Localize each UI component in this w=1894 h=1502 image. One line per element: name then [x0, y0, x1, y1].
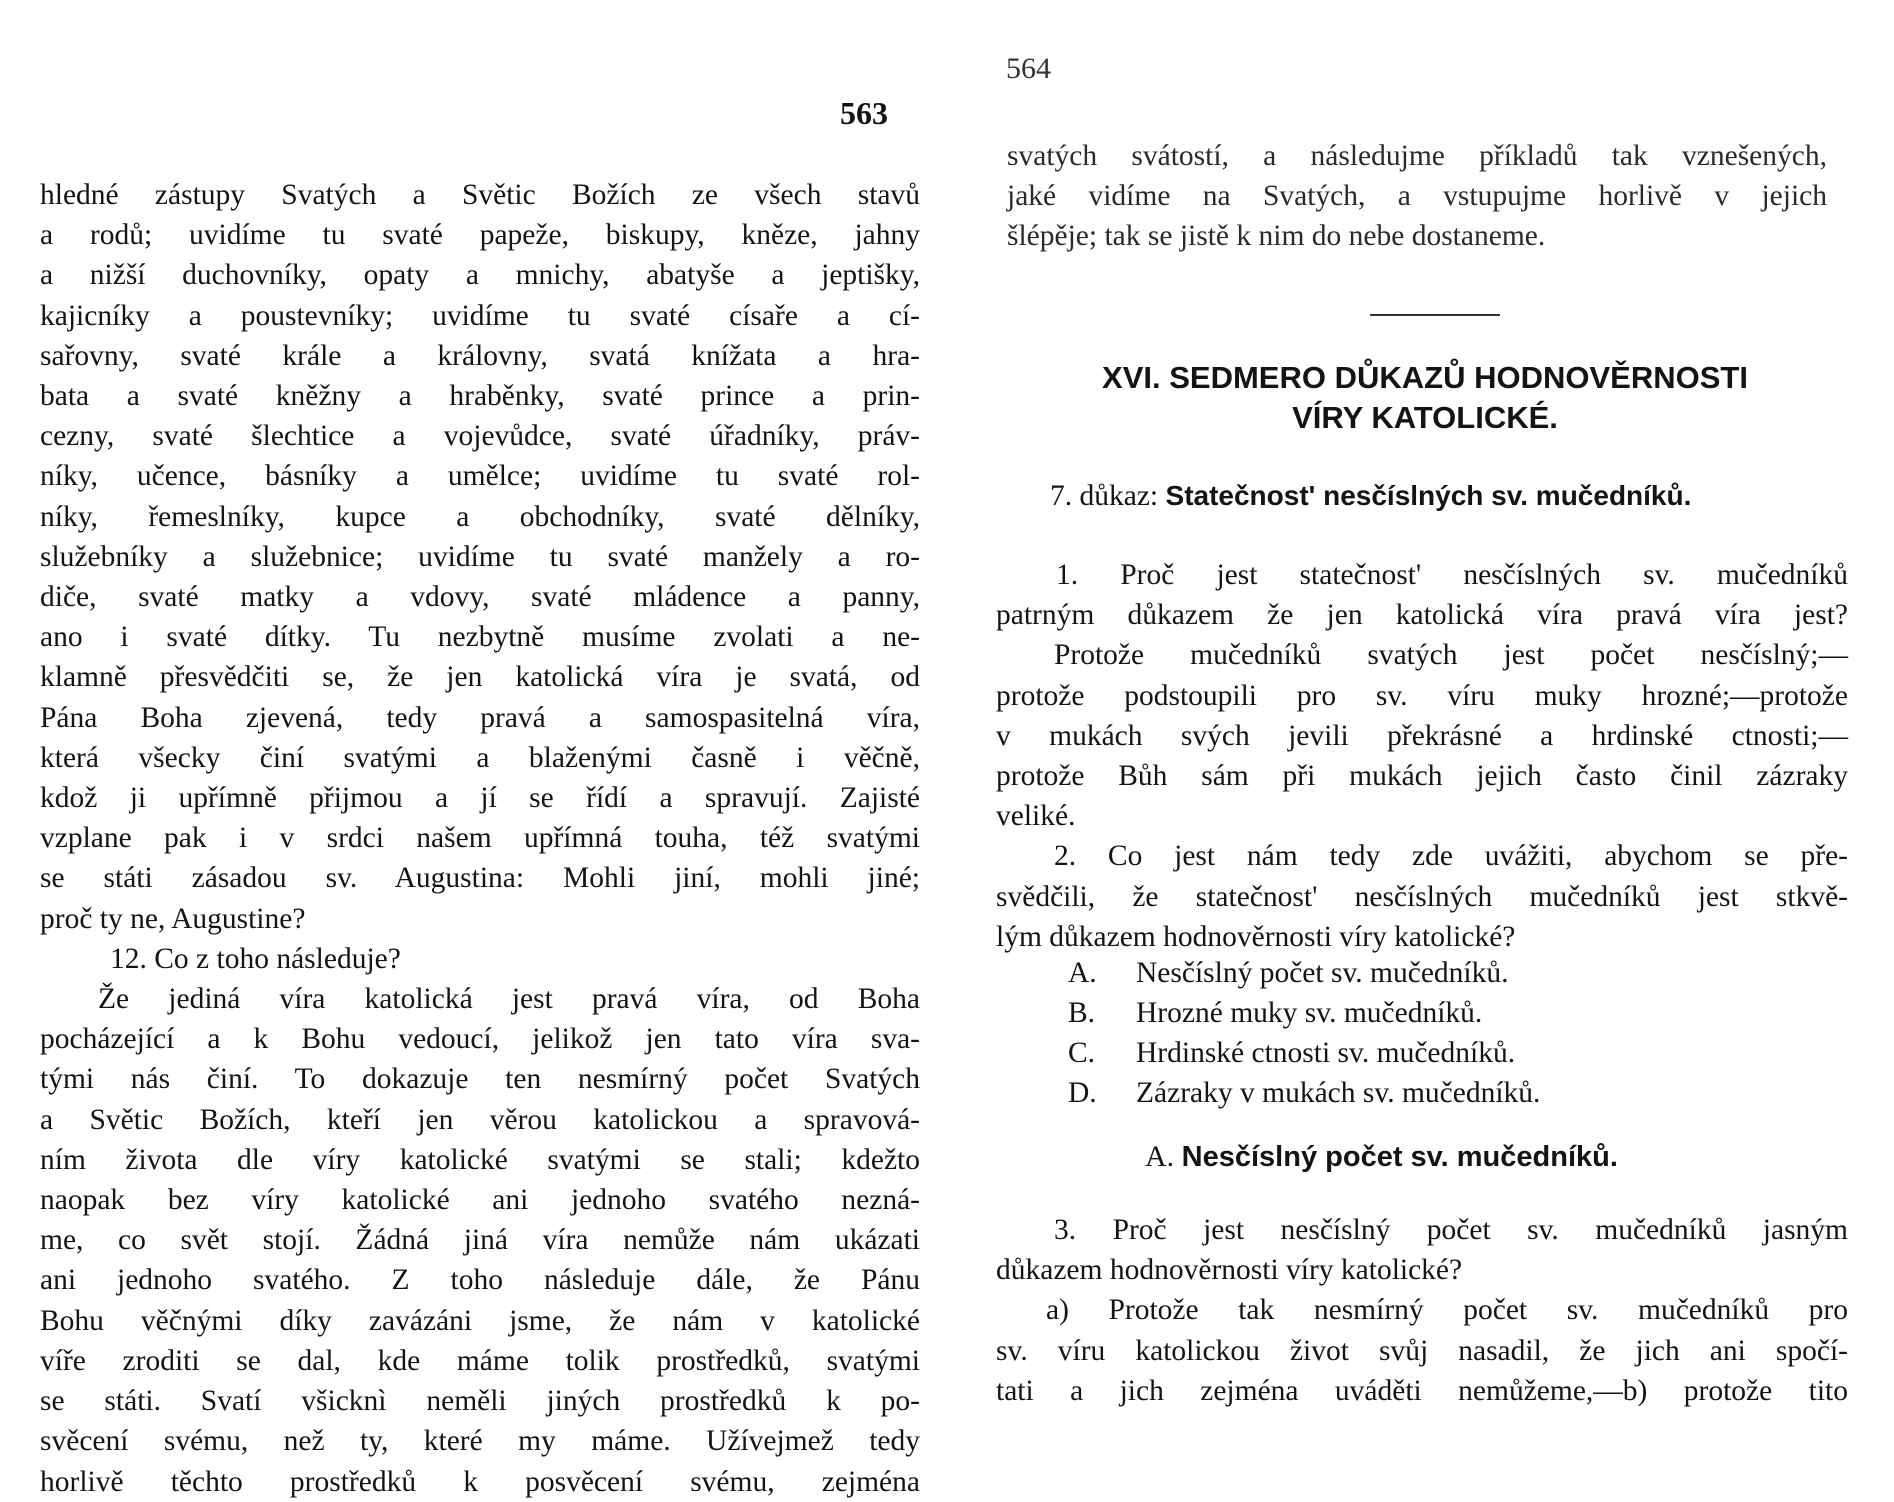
answer-line: Bohu věčnými díky zavázáni jsme, že nám v katolické [40, 1304, 920, 1337]
proof-title: Statečnost' nesčíslných sv. mučedníků. [1165, 480, 1692, 511]
option-text: Hrdinské ctnosti sv. mučedníků. [1136, 1037, 1516, 1069]
chapter-title-line: XVI. SEDMERO DŮKAZŮ HODNOVĚRNOSTI [1102, 360, 1748, 395]
option-letter: B. [1068, 997, 1096, 1029]
answer-line: ním života dle víry katolické svatými se stali; kdežto [40, 1143, 920, 1176]
text-line: vzplane pak i v srdci našem upřímná touha, též svatými [40, 822, 920, 855]
text-line: se státi zásadou sv. Augustina: Mohli jiní, mohli jiné; [40, 862, 920, 895]
text-line: cezny, svaté šlechtice a vojevůdce, svaté úřadníky, práv- [40, 420, 920, 453]
answer-line: se státi. Svatí všicknì neměli jiných prostředků k po- [40, 1385, 920, 1418]
answer-line: a) Protože tak nesmírný počet sv. mučedníků pro [1046, 1294, 1848, 1327]
text-line: svatých svátostí, a následujme příkladů tak vznešených, [1007, 140, 1827, 172]
answer-line: tými nás činí. To dokazuje ten nesmírný počet Svatých [40, 1063, 920, 1096]
question-2: 2. Co jest nám tedy zde uvážiti, abychom se pře- [1054, 840, 1848, 873]
text-line: níky, řemeslníky, kupce a obchodníky, svaté dělníky, [40, 500, 920, 533]
section-heading [1145, 1140, 1618, 1174]
option-item [1068, 997, 1482, 1030]
question-3-paragraph [996, 1210, 1848, 1411]
answer-line: naopak bez víry katolické ani jednoho svatého nezná- [40, 1184, 920, 1217]
text-line: proč ty ne, Augustine? [40, 902, 306, 935]
option-letter: D. [1068, 1077, 1097, 1109]
text-line: důkazem hodnověrnosti víry katolické? [996, 1254, 1463, 1287]
chapter-heading [1000, 358, 1850, 438]
answer-line: tati a jich zejména uváděti nemůžeme,—b) protože tito [996, 1374, 1848, 1407]
text-line: kajicníky a poustevníky; uvidíme tu svaté císaře a cí- [40, 299, 920, 332]
proof-heading [1050, 480, 1691, 513]
section-title: Nesčíslný počet sv. mučedníků. [1181, 1141, 1618, 1173]
option-item [1068, 1077, 1540, 1110]
option-letter: A. [1068, 957, 1097, 989]
question-12: 12. Co z toho následuje? [110, 942, 401, 975]
text-line: která všecky činí svatými a blaženými časně i věčně, [40, 741, 920, 774]
text-line: kdož ji upřímně přijmou a jí se řídí a spravují. Zajisté [40, 782, 920, 815]
answer-line: horlivě těchto prostředků k posvěcení svému, zejména [40, 1465, 920, 1498]
answer-line: veliké. [996, 800, 1076, 833]
text-line: klamně přesvědčiti se, že jen katolická víra je svatá, od [40, 661, 920, 694]
answer-line: Že jediná víra katolická jest pravá víra, od Boha [98, 983, 920, 1016]
question-1: 1. Proč jest statečnost' nesčíslných sv. mučedníků [1056, 559, 1848, 591]
option-item [1068, 957, 1509, 990]
text-line: ano i svaté dítky. Tu nezbytně musíme zvolati a ne- [40, 621, 920, 654]
answer-line: protože Bůh sám při mukách jejich často činil zázraky [996, 760, 1848, 793]
page-number: 564 [1006, 52, 1051, 85]
answer-line: svěcení svému, než ty, které my máme. Užívejmež tedy [40, 1425, 920, 1458]
answer-line: sv. víru katolickou život svůj nasadil, že jich ani spočí- [996, 1334, 1848, 1367]
section-divider [1370, 314, 1500, 316]
left-page [0, 0, 940, 1500]
option-text: Hrozné muky sv. mučedníků. [1136, 997, 1483, 1029]
answer-line: víře zroditi se dal, kde máme tolik prostředků, svatými [40, 1344, 920, 1377]
page-number: 563 [840, 95, 888, 131]
option-item [1068, 1037, 1515, 1070]
text-line: jaké vidíme na Svatých, a vstupujme horlivě v jejich [1007, 180, 1827, 213]
option-letter: C. [1068, 1037, 1096, 1069]
text-line: bata a svaté kněžny a hraběnky, svaté prince a prin- [40, 380, 920, 413]
answer-line: ani jednoho svatého. Z toho následuje dále, že Pánu [40, 1264, 920, 1297]
text-line: hledné zástupy Svatých a Světic Božích ze všech stavů [40, 179, 920, 211]
text-line: služebníky a služebnice; uvidíme tu svaté manžely a ro- [40, 540, 920, 573]
questions-1-2 [996, 555, 1848, 957]
text-line: sařovny, svaté krále a královny, svatá knížata a hra- [40, 339, 920, 372]
section-letter: A. [1145, 1140, 1175, 1173]
option-text: Zázraky v mukách sv. mučedníků. [1136, 1077, 1541, 1109]
answer-line: Protože mučedníků svatých jest počet nesčíslný;— [1054, 639, 1848, 672]
right-page [940, 0, 1894, 1500]
answer-line: me, co svět stojí. Žádná jiná víra nemůže nám ukázati [40, 1224, 920, 1257]
text-line: šlépěje; tak se jistě k nim do nebe dostaneme. [1007, 220, 1546, 253]
text-line: a nižší duchovníky, opaty a mnichy, abatyše a jeptišky, [40, 259, 920, 292]
text-line: svědčili, že statečnost' nesčíslných mučedníků jest stkvě- [996, 880, 1848, 913]
answer-line: protože podstoupili pro sv. víru muky hrozné;—protože [996, 679, 1848, 712]
text-line: lým důkazem hodnověrnosti víry katolické? [996, 920, 1516, 953]
question-3: 3. Proč jest nesčíslný počet sv. mučedníků jasným [1054, 1214, 1848, 1246]
text-line: a rodů; uvidíme tu svaté papeže, biskupy, kněze, jahny [40, 219, 920, 252]
proof-number: 7. důkaz: [1050, 480, 1159, 512]
text-line: Pána Boha zjevená, tedy pravá a samospasitelná víra, [40, 701, 920, 734]
chapter-title-line: VÍRY KATOLICKÉ. [1292, 400, 1558, 435]
text-line: patrným důkazem že jen katolická víra pravá víra jest? [996, 599, 1848, 632]
text-line: diče, svaté matky a vdovy, svaté mládence a panny, [40, 581, 920, 614]
answer-line: a Světic Božích, kteří jen věrou katolickou a spravová- [40, 1103, 920, 1136]
answer-line: v mukách svých jevili překrásné a hrdinské ctnosti;— [996, 719, 1848, 752]
answer-line: pocházející a k Bohu vedoucí, jelikož jen tato víra sva- [40, 1023, 920, 1056]
option-text: Nesčíslný počet sv. mučedníků. [1136, 957, 1509, 989]
left-body-text [40, 175, 920, 1502]
text-line: níky, učence, básníky a umělce; uvidíme tu svaté rol- [40, 460, 920, 493]
intro-paragraph [1007, 136, 1827, 257]
